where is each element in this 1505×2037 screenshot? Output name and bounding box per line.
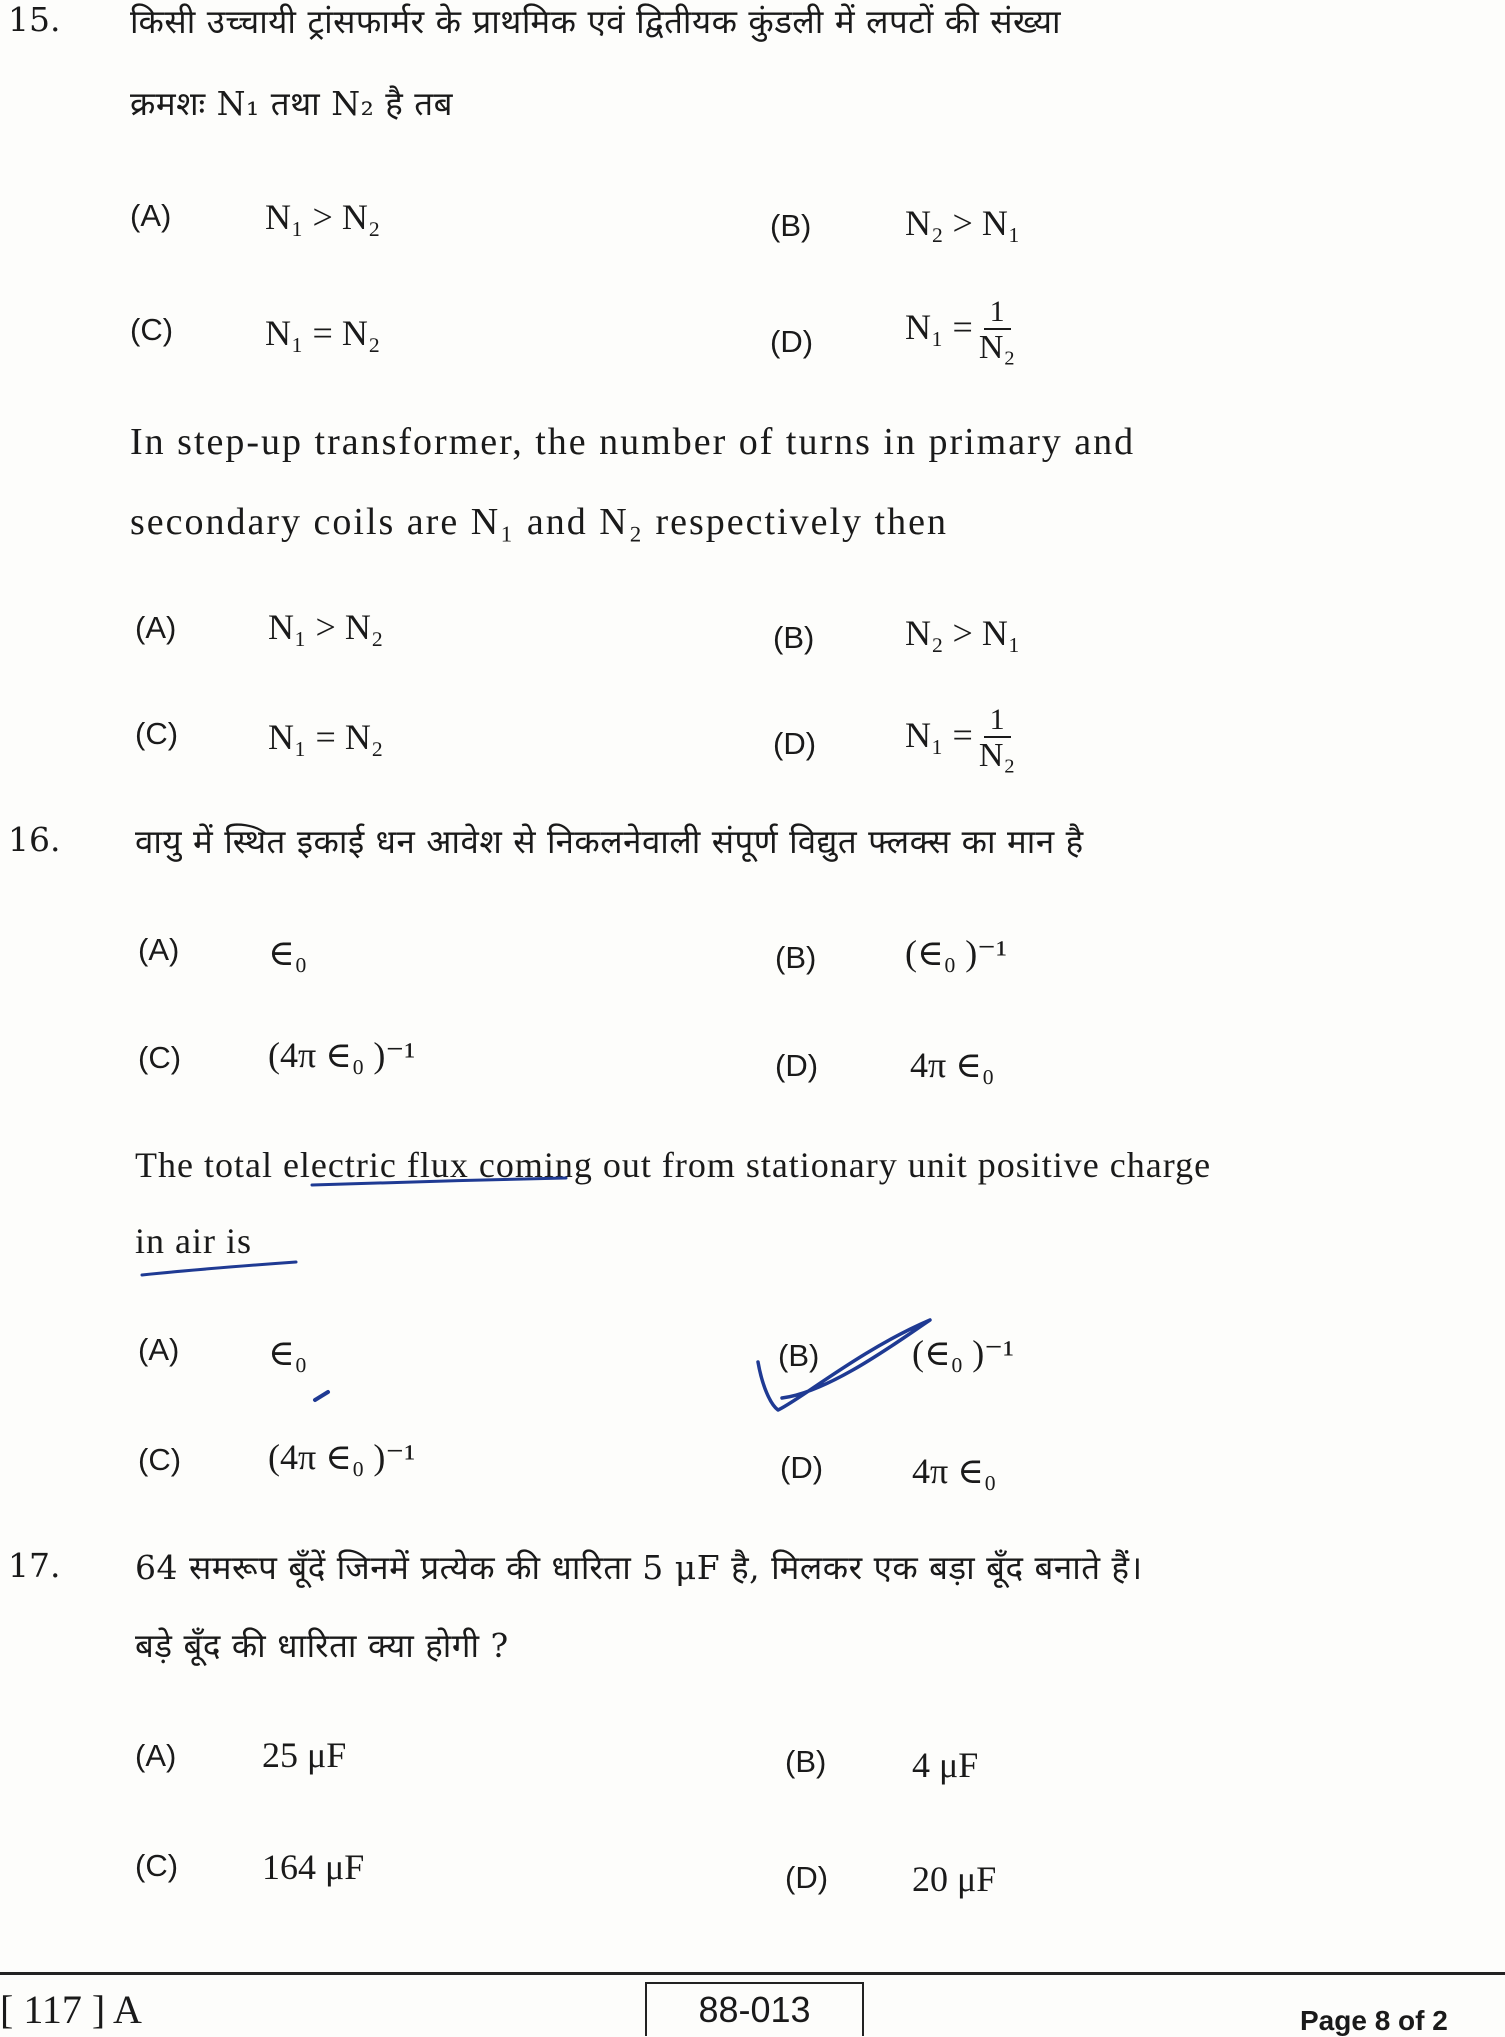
question-text-english: The total electric flux coming out from stationary unit positive charge <box>135 1145 1212 1185</box>
option-label: (A) <box>130 198 172 233</box>
option-label: (C) <box>135 716 179 751</box>
option-label: (A) <box>135 610 177 645</box>
option-label: (A) <box>135 1738 177 1773</box>
option-label: (A) <box>138 932 180 967</box>
option-label: (C) <box>135 1848 179 1883</box>
option-label: (D) <box>773 726 817 761</box>
option-b: (∈₀ )⁻¹ <box>905 933 1007 973</box>
option-c: (4π ∈₀ )⁻¹ <box>268 1035 416 1075</box>
option-c: (4π ∈₀ )⁻¹ <box>268 1437 416 1477</box>
fraction-lhs: N₁ = <box>905 714 973 755</box>
question-text-english: secondary coils are N₁ and N₂ respectively then <box>130 501 948 543</box>
option-a: ∈₀ <box>268 1333 308 1373</box>
option-d <box>905 704 1015 773</box>
question-number: 15. <box>8 0 61 39</box>
option-label: (B) <box>785 1744 827 1779</box>
option-label: (D) <box>780 1450 824 1485</box>
question-text-english: in air is <box>135 1221 252 1261</box>
underline-mark <box>142 1262 296 1275</box>
question-text-hindi: किसी उच्चायी ट्रांसफार्मर के प्राथमिक एवं द्वितीयक कुंडली में लपटों की संख्या <box>130 2 1062 41</box>
fraction <box>979 704 1015 773</box>
question-text-hindi: 64 समरूप बूँदें जिनमें प्रत्येक की धारिता 5 μF है, मिलकर एक बड़ा बूँद बनाते हैं। <box>135 1548 1143 1587</box>
fraction <box>979 296 1015 365</box>
option-d: 4π ∈₀ <box>912 1451 997 1491</box>
option-d <box>905 296 1015 365</box>
option-d: 4π ∈₀ <box>910 1045 995 1085</box>
option-b: 4 μF <box>912 1745 979 1785</box>
option-label: (B) <box>778 1338 820 1373</box>
option-a: N₁ > N₂ <box>265 197 381 237</box>
question-text-hindi: क्रमशः N₁ तथा N₂ है तब <box>130 84 453 123</box>
question-text-english: In step-up transformer, the number of turns in primary and <box>130 421 1136 463</box>
fraction-lhs: N₁ = <box>905 306 973 347</box>
option-label: (A) <box>138 1332 180 1367</box>
option-label: (C) <box>138 1040 182 1075</box>
page-number: Page 8 of 2 <box>1300 2005 1448 2036</box>
tick-mark <box>315 1392 328 1400</box>
option-label: (B) <box>773 620 815 655</box>
option-label: (B) <box>775 940 817 975</box>
option-b: N₂ > N₁ <box>905 203 1021 243</box>
question-text-hindi: बड़े बूँद की धारिता क्या होगी ? <box>135 1626 509 1665</box>
option-label: (D) <box>775 1048 819 1083</box>
fraction-denominator: N₂ <box>978 736 1016 774</box>
option-label: (C) <box>130 312 174 347</box>
option-label: (D) <box>770 324 814 359</box>
option-label: (D) <box>785 1860 829 1895</box>
fraction-numerator: 1 <box>984 296 1011 330</box>
option-a: 25 μF <box>262 1735 347 1775</box>
option-label: (B) <box>770 208 812 243</box>
option-label: (C) <box>138 1442 182 1477</box>
option-a: N₁ > N₂ <box>268 607 384 647</box>
option-c: N₁ = N₂ <box>265 313 381 353</box>
paper-code: 88-013 <box>645 1982 864 2036</box>
fraction-numerator: 1 <box>984 704 1011 738</box>
option-c: N₁ = N₂ <box>268 717 384 757</box>
option-a: ∈₀ <box>268 933 308 973</box>
footer-rule <box>0 1972 1505 1975</box>
question-text-hindi: वायु में स्थित इकाई धन आवेश से निकलनेवाली संपूर्ण विद्युत फ्लक्स का मान है <box>135 822 1084 861</box>
question-number: 16. <box>8 820 61 859</box>
option-b: N₂ > N₁ <box>905 613 1021 653</box>
fraction-denominator: N₂ <box>978 328 1016 366</box>
footer-left: [ 117 ] A <box>0 1987 142 2032</box>
option-c: 164 μF <box>262 1847 365 1887</box>
question-number: 17. <box>8 1546 61 1585</box>
option-b: (∈₀ )⁻¹ <box>912 1333 1014 1373</box>
option-d: 20 μF <box>912 1859 997 1899</box>
